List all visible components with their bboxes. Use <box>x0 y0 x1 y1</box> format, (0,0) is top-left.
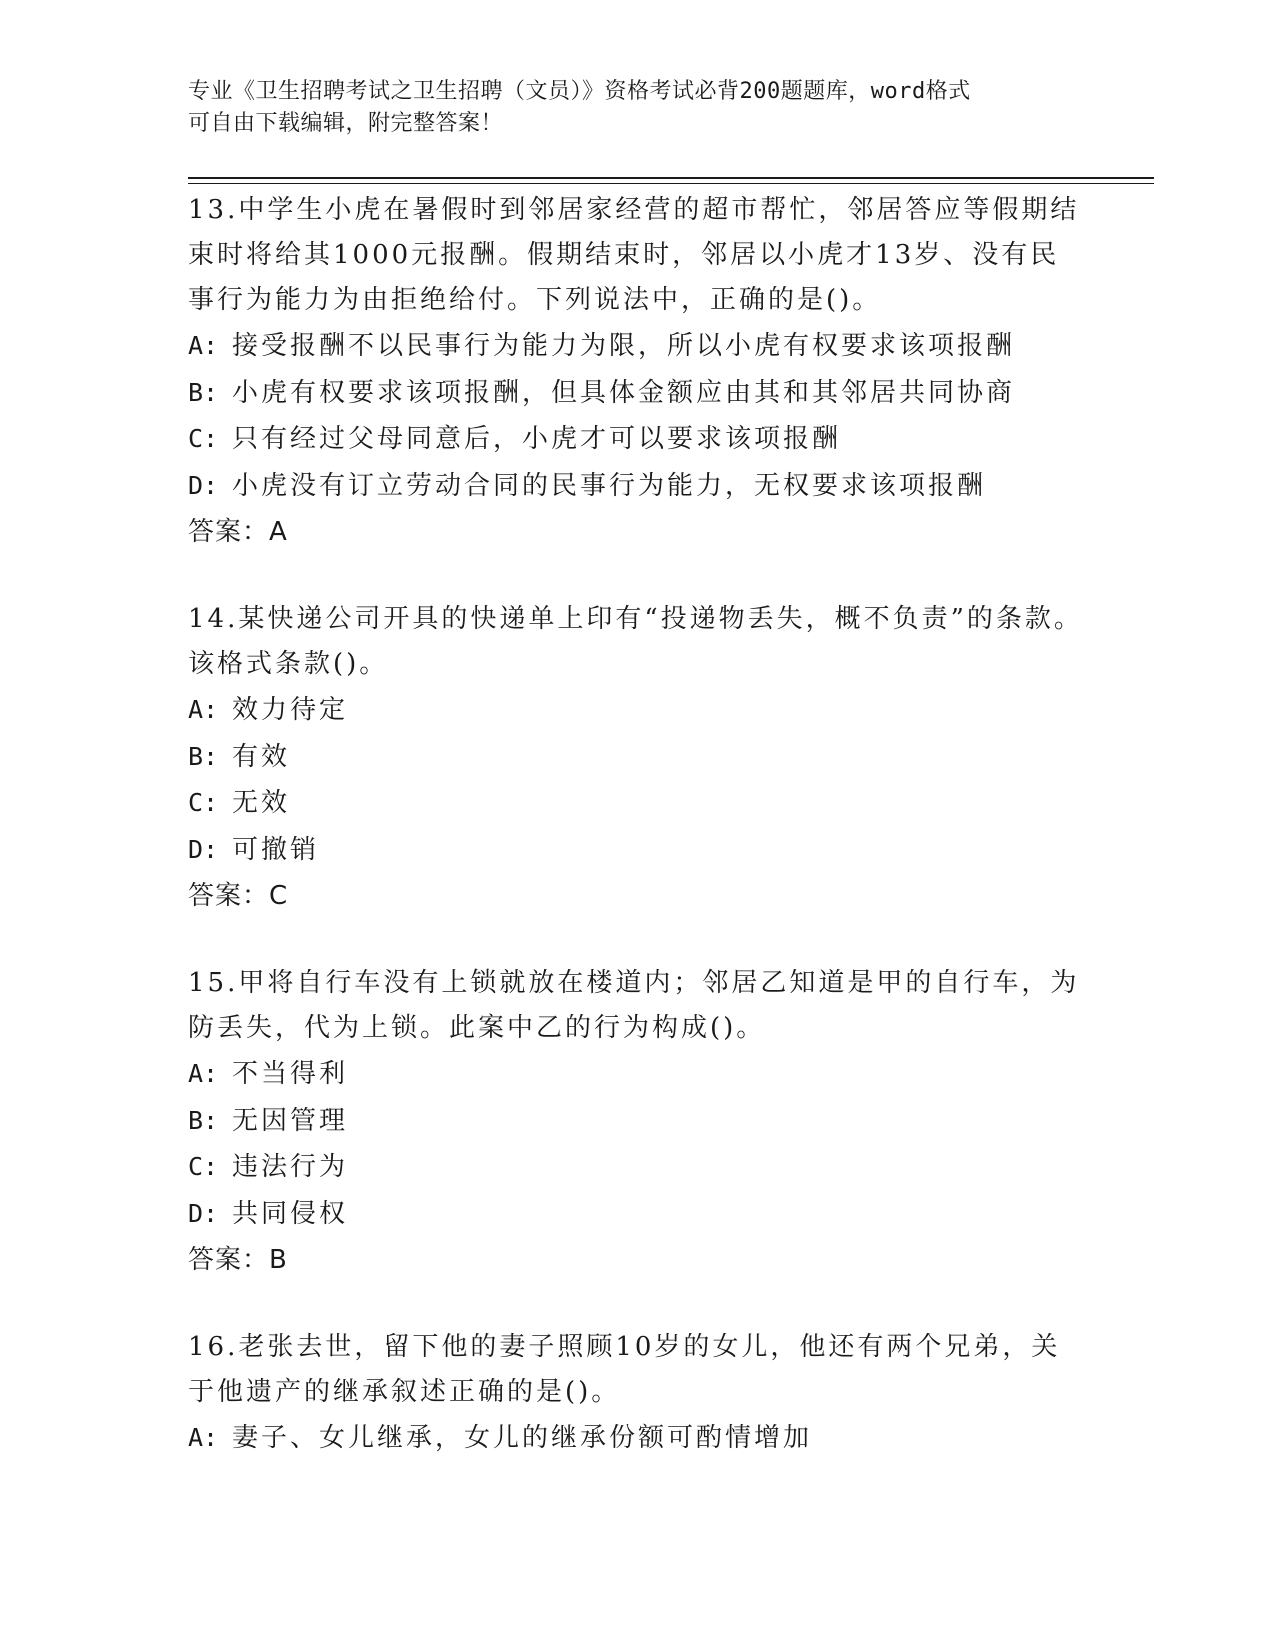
option-text: 违法行为 <box>232 1152 349 1182</box>
answer-line: 答案：C <box>188 881 289 911</box>
option-letter: C: <box>188 424 219 453</box>
answer-line: 答案：B <box>188 1245 288 1275</box>
question-15 <box>188 961 1088 1283</box>
option-text: 妻子、女儿继承，女儿的继承份额可酌情增加 <box>232 1423 813 1453</box>
option-d <box>188 1191 1088 1238</box>
answer-line: 答案：A <box>188 517 288 547</box>
option-b <box>188 1098 1088 1145</box>
option-text: 无效 <box>232 788 291 818</box>
question-stem: 15.甲将自行车没有上锁就放在楼道内；邻居乙知道是甲的自行车，为防丢失，代为上锁。此案中乙的行为构成()。 <box>188 968 1080 1043</box>
option-b <box>188 734 1088 781</box>
option-text: 接受报酬不以民事行为能力为限，所以小虎有权要求该项报酬 <box>232 331 1016 361</box>
question-stem: 13.中学生小虎在暑假时到邻居家经营的超市帮忙，邻居答应等假期结束时将给其1000元报酬。假期结束时，邻居以小虎才13岁、没有民事行为能力为由拒绝给付。下列说法中，正确的是()。 <box>188 195 1080 315</box>
header-rule-thin <box>188 183 1154 184</box>
option-c <box>188 780 1088 827</box>
option-letter: C: <box>188 1152 219 1181</box>
option-text: 有效 <box>232 741 291 772</box>
option-letter: D: <box>188 1198 219 1228</box>
option-a <box>188 323 1088 370</box>
question-14 <box>188 597 1088 919</box>
header-line-2: 可自由下载编辑，附完整答案！ <box>188 111 504 136</box>
option-text: 只有经过父母同意后，小虎才可以要求该项报酬 <box>232 424 842 454</box>
option-text: 小虎有权要求该项报酬，但具体金额应由其和其邻居共同协商 <box>232 377 1016 408</box>
option-a <box>188 687 1088 734</box>
option-text: 可撤销 <box>232 834 320 865</box>
question-stem: 16.老张去世，留下他的妻子照顾10岁的女儿，他还有两个兄弟，关于他遗产的继承叙述正确的是()。 <box>188 1332 1061 1407</box>
option-c <box>188 416 1088 463</box>
document-header <box>188 76 1088 140</box>
option-text: 小虎没有订立劳动合同的民事行为能力，无权要求该项报酬 <box>232 470 987 501</box>
option-letter: A: <box>188 695 219 724</box>
option-c <box>188 1144 1088 1191</box>
option-a <box>188 1051 1088 1098</box>
question-16 <box>188 1325 1088 1462</box>
option-d <box>188 827 1088 874</box>
option-text: 无因管理 <box>232 1105 349 1136</box>
question-13 <box>188 188 1088 555</box>
question-list <box>188 188 1088 1504</box>
option-letter: A: <box>188 1423 219 1452</box>
option-text: 不当得利 <box>232 1059 349 1089</box>
option-d <box>188 463 1088 510</box>
question-stem: 14.某快递公司开具的快递单上印有“投递物丢失，概不负责”的条款。该格式条款()。 <box>188 604 1083 679</box>
option-text: 效力待定 <box>232 695 349 725</box>
option-letter: B: <box>188 377 219 407</box>
option-letter: A: <box>188 1059 219 1088</box>
option-letter: B: <box>188 741 219 771</box>
option-letter: D: <box>188 470 219 500</box>
option-b <box>188 370 1088 417</box>
option-letter: C: <box>188 788 219 817</box>
header-rule-thick <box>188 177 1154 179</box>
option-letter: D: <box>188 834 219 864</box>
option-text: 共同侵权 <box>232 1198 349 1229</box>
option-a <box>188 1415 1088 1462</box>
option-letter: A: <box>188 331 219 360</box>
option-letter: B: <box>188 1105 219 1135</box>
header-line-1: 专业《卫生招聘考试之卫生招聘（文员）》资格考试必背200题题库，word格式 <box>188 79 971 104</box>
